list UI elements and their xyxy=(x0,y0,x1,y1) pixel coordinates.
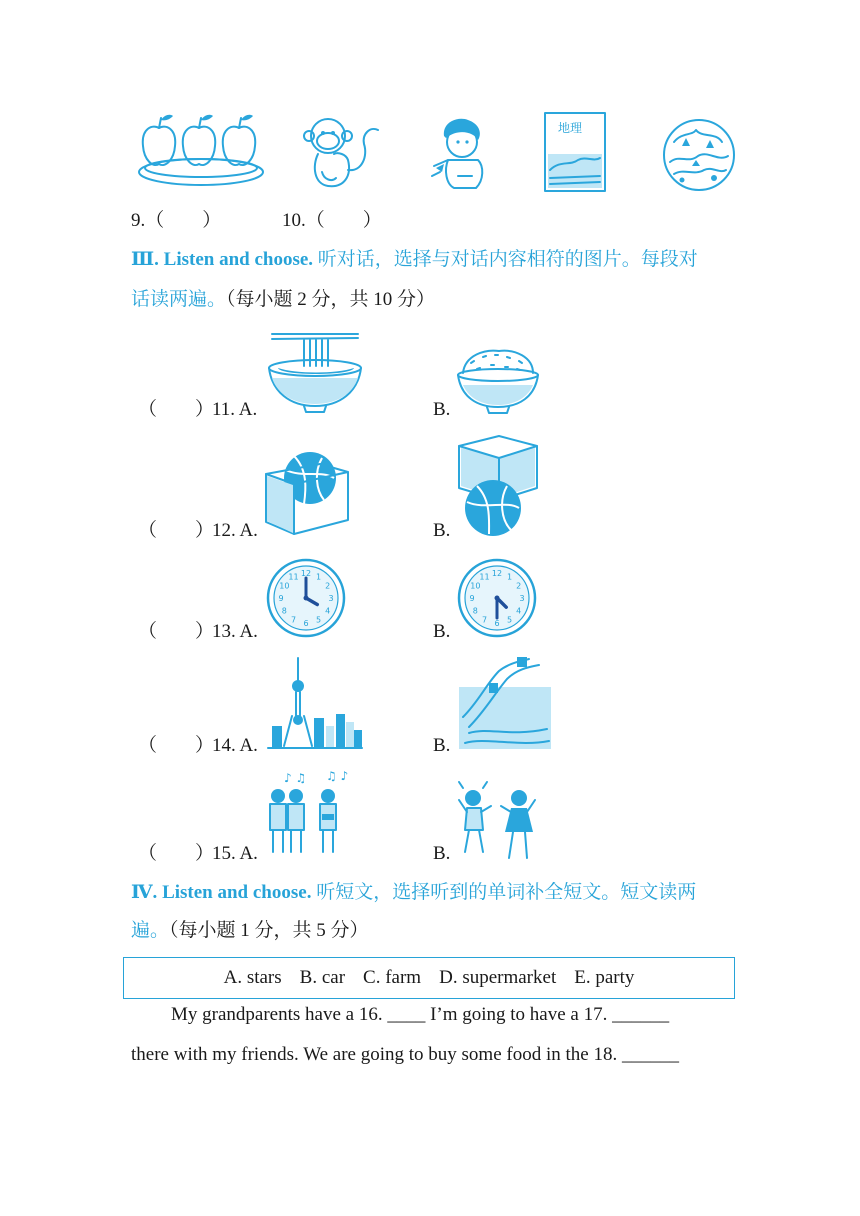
q12-label: 12. A. xyxy=(212,520,258,541)
svg-text:♪ ♫: ♪ ♫ xyxy=(284,771,307,785)
rice-bowl-image xyxy=(455,345,541,415)
clock-a-numeral: 10 xyxy=(279,581,290,591)
q14-answer-blank[interactable]: （ ） xyxy=(138,735,215,756)
clock-b-numeral: 3 xyxy=(519,594,525,603)
question-9-blank[interactable]: 9.（ ） xyxy=(131,210,222,231)
clock-a-numeral: 12 xyxy=(300,569,312,578)
section-3-score-note: （每小题 2 分，共 10 分） xyxy=(226,289,436,310)
clock-a-numeral: 5 xyxy=(315,615,322,625)
q15-option-b-label: B. xyxy=(433,843,451,864)
great-wall-image xyxy=(459,657,551,749)
noodles-bowl-image xyxy=(266,330,364,414)
clock-b-numeral: 5 xyxy=(506,615,513,625)
children-dancing-image xyxy=(457,786,537,862)
clock-b-numeral: 8 xyxy=(472,606,478,616)
clock-a-numeral: 8 xyxy=(281,606,287,616)
section-3-heading xyxy=(131,241,698,279)
section-3-title-en: Listen and choose. xyxy=(163,249,314,270)
q13-label: 13. A. xyxy=(212,621,258,642)
section-3-heading-line2 xyxy=(131,281,435,319)
q11-answer-blank[interactable]: （ ） xyxy=(138,399,215,420)
book-title-label: 地理 xyxy=(558,121,583,135)
clock-b-numeral: 9 xyxy=(469,594,475,603)
section-4-heading xyxy=(131,874,696,912)
clock-b-numeral: 12 xyxy=(491,569,503,578)
section-4-roman: Ⅳ. xyxy=(131,882,158,903)
clock-a-numeral: 6 xyxy=(303,619,309,628)
clock-a-numeral: 2 xyxy=(325,581,331,591)
clock-a-numeral: 7 xyxy=(290,615,297,625)
q14-option-b-label: B. xyxy=(433,735,451,756)
monkey-image xyxy=(298,114,382,192)
section-4-title-cn-line2: 遍。 xyxy=(131,920,170,941)
clock-b-numeral: 4 xyxy=(516,606,522,616)
q14-label: 14. A. xyxy=(212,735,258,756)
clock-a-numeral: 11 xyxy=(288,572,299,582)
word-options-box xyxy=(123,957,735,999)
passage-line-1: My grandparents have a 16. ____ I’m going to have a 17. ______ xyxy=(171,1004,670,1025)
city-skyline-image xyxy=(266,656,364,750)
nature-scene-image xyxy=(662,118,736,192)
section-3-title-cn: 听对话，选择与对话内容相符的图片。每段对 xyxy=(317,249,698,270)
clock-b-numeral: 10 xyxy=(470,581,481,591)
word-option-c: C. farm xyxy=(363,967,422,988)
svg-text:♫ ♪: ♫ ♪ xyxy=(326,769,349,783)
q11-label: 11. A. xyxy=(212,399,258,420)
word-option-d: D. supermarket xyxy=(439,967,557,988)
q12-answer-blank[interactable]: （ ） xyxy=(138,520,215,541)
clock-b-numeral: 7 xyxy=(481,615,488,625)
ball-box-front-image xyxy=(455,434,539,538)
section-4-title-cn: 听短文，选择听到的单词补全短文。短文读两 xyxy=(316,882,697,903)
apples-plate-image xyxy=(135,112,267,188)
q13-option-b-label: B. xyxy=(433,621,451,642)
clock-a-image xyxy=(265,557,347,639)
q12-option-b-label: B. xyxy=(433,520,451,541)
clock-b-numeral: 11 xyxy=(479,572,490,582)
clock-a-center xyxy=(304,596,309,601)
q13-answer-blank[interactable]: （ ） xyxy=(138,621,215,642)
clock-a-numeral: 4 xyxy=(325,606,331,616)
clock-a-numeral: 3 xyxy=(328,594,334,603)
section-3-title-cn-line2: 话读两遍。 xyxy=(131,289,227,310)
clock-b-numeral: 6 xyxy=(494,619,500,628)
clock-b-image xyxy=(456,557,538,639)
clock-b-numeral: 1 xyxy=(506,572,513,582)
children-singing-image xyxy=(264,768,352,860)
question-10-blank[interactable]: 10.（ ） xyxy=(282,210,382,231)
section-4-title-en: Listen and choose. xyxy=(162,882,312,903)
q15-answer-blank[interactable]: （ ） xyxy=(138,843,215,864)
q11-option-b-label: B. xyxy=(433,399,451,420)
q15-label: 15. A. xyxy=(212,843,258,864)
word-option-e: E. party xyxy=(574,967,635,988)
clock-b-center xyxy=(495,596,500,601)
word-option-b: B. car xyxy=(299,967,346,988)
clock-a-numeral: 1 xyxy=(315,572,322,582)
geography-book-image xyxy=(544,112,606,192)
boy-eating-image xyxy=(428,116,494,192)
section-4-score-note: （每小题 1 分，共 5 分） xyxy=(169,920,369,941)
clock-a-numeral: 9 xyxy=(278,594,284,603)
ball-in-box-image xyxy=(264,450,352,536)
word-option-a: A. stars xyxy=(223,967,282,988)
section-4-heading-line2 xyxy=(131,912,369,950)
passage-line-2: there with my friends. We are going to buy some food in the 18. ______ xyxy=(131,1044,679,1065)
section-3-roman: Ⅲ. xyxy=(131,249,159,270)
clock-b-numeral: 2 xyxy=(516,581,522,591)
